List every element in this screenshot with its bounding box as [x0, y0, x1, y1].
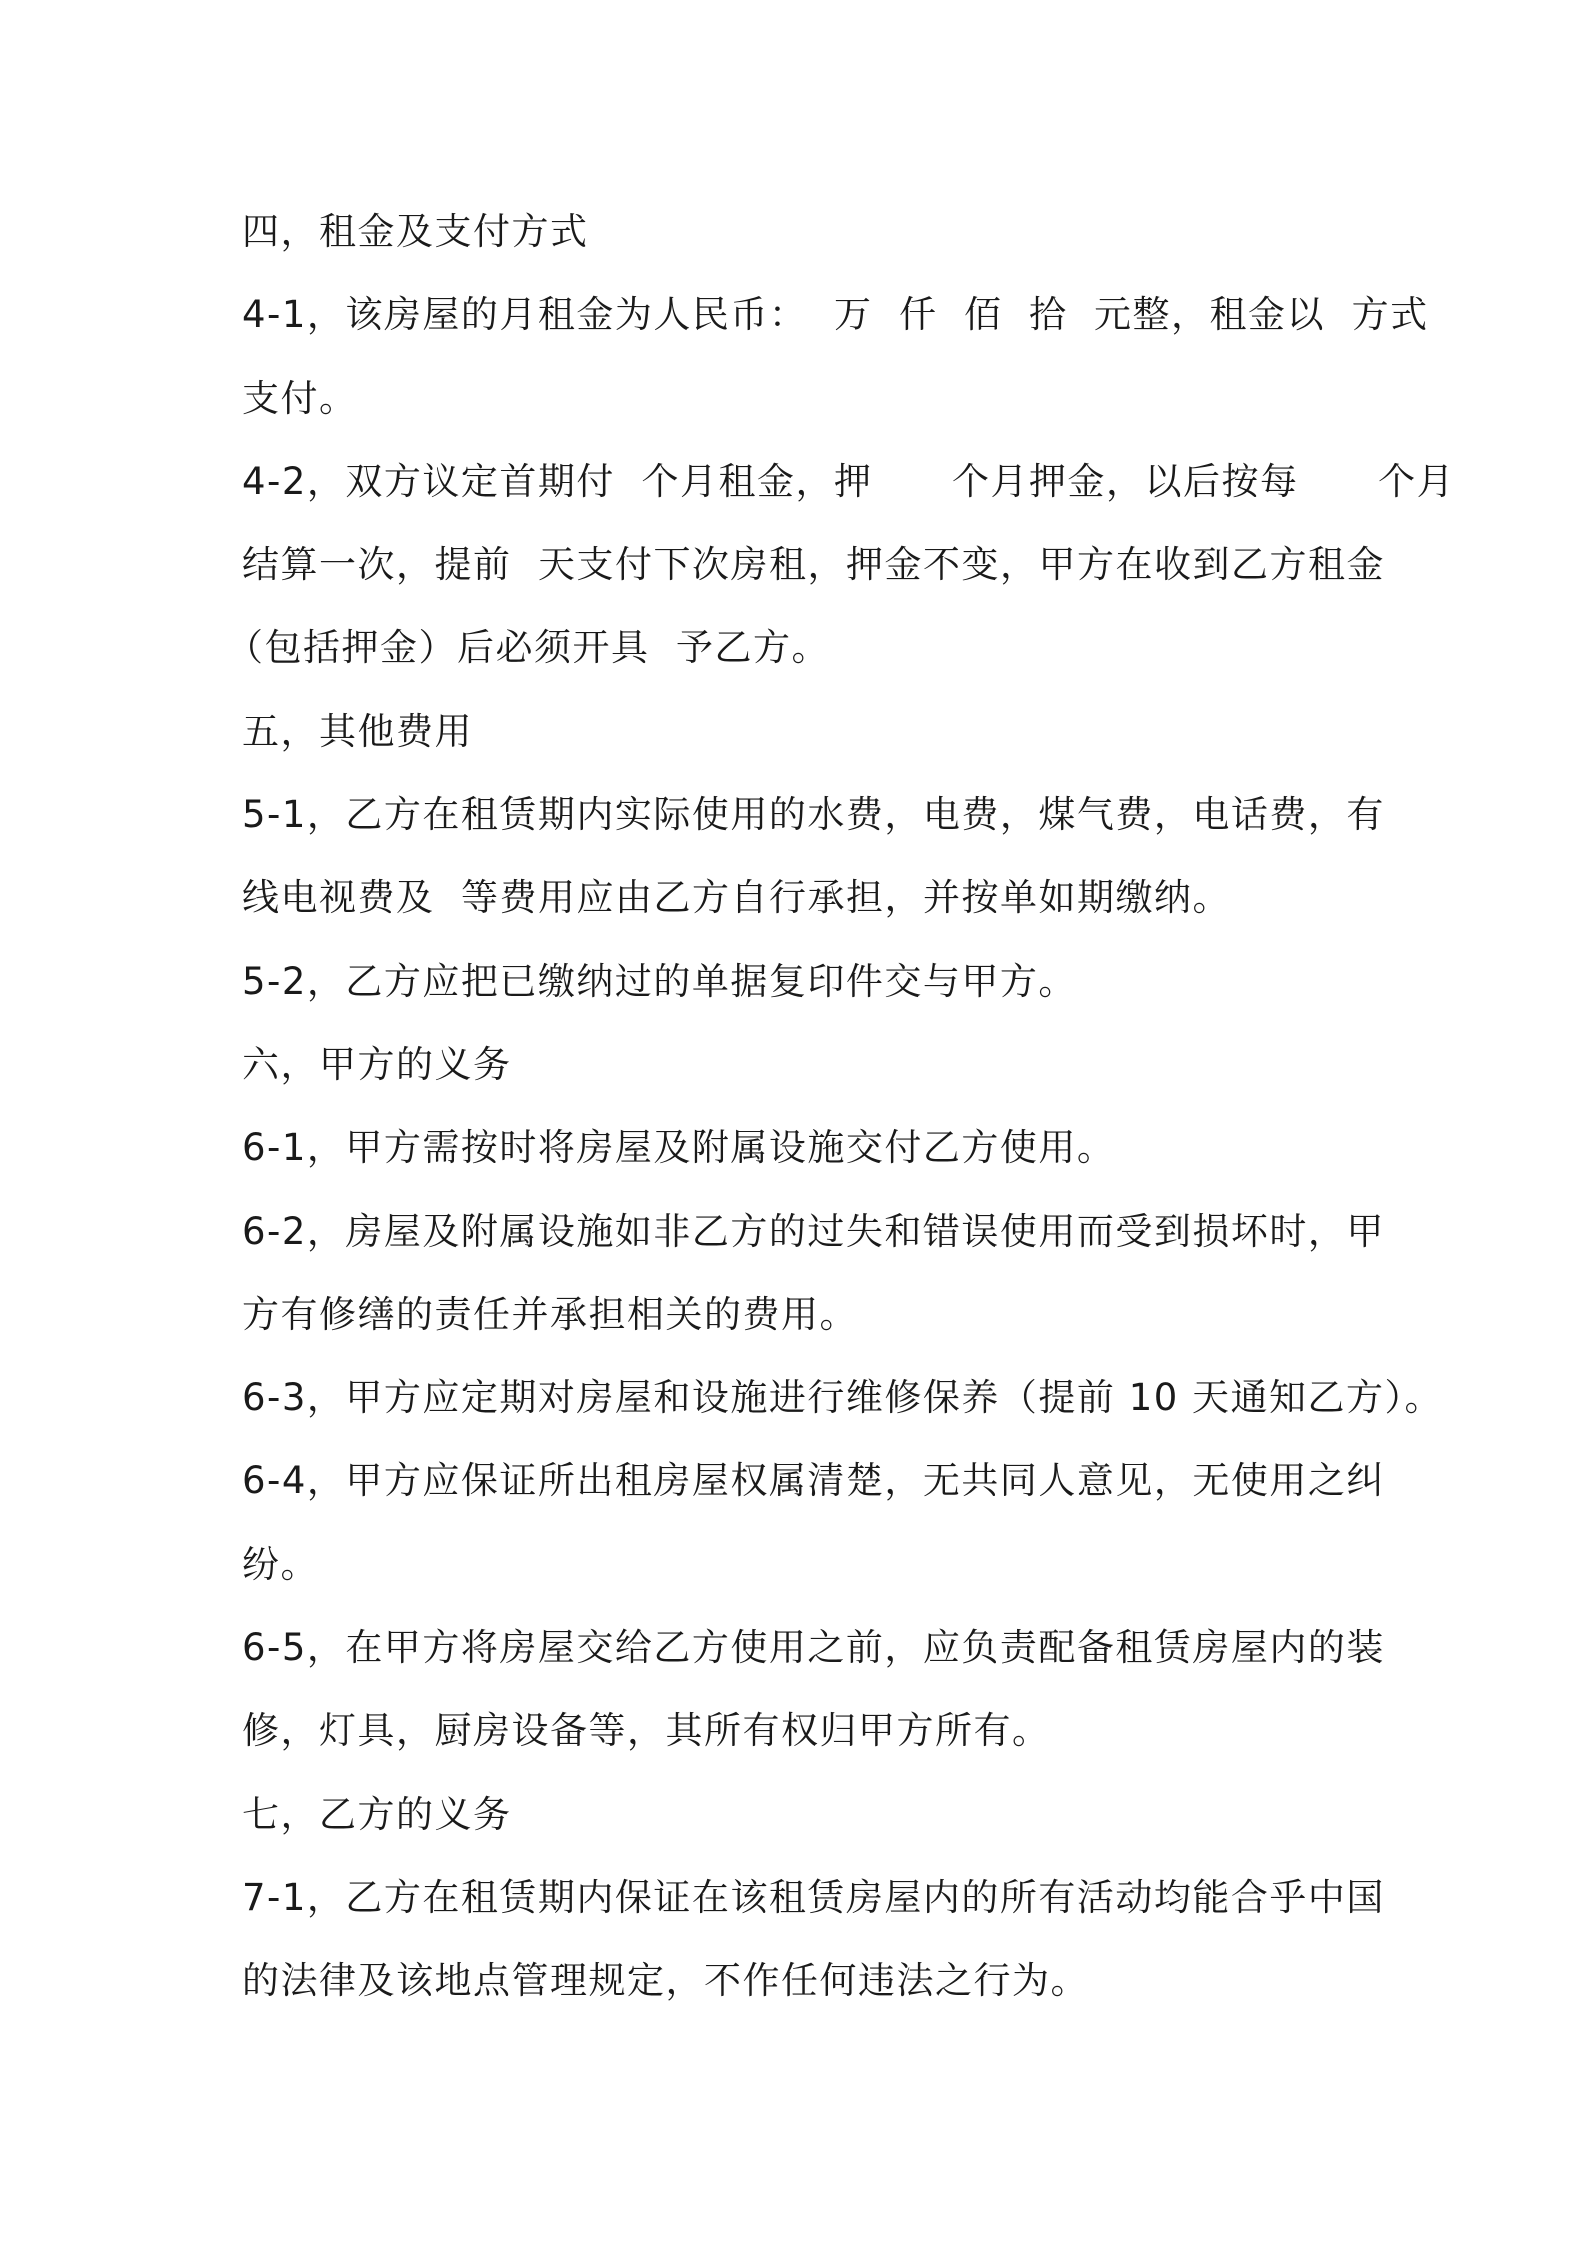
clause-5-2: 5-2，乙方应把已缴纳过的单据复印件交与甲方。 [242, 959, 1077, 1003]
clause-6-2-line-1: 6-2，房屋及附属设施如非乙方的过失和错误使用而受到损坏时，甲 [242, 1209, 1385, 1253]
section-heading-other-fees: 五，其他费用 [242, 709, 473, 753]
clause-6-1: 6-1，甲方需按时将房屋及附属设施交付乙方使用。 [242, 1126, 1116, 1170]
clause-7-1-line-1: 7-1，乙方在租赁期内保证在该租赁房屋内的所有活动均能合乎中国 [242, 1875, 1385, 1919]
clause-6-3: 6-3，甲方应定期对房屋和设施进行维修保养（提前 10 天通知乙方）。 [242, 1376, 1444, 1420]
section-heading-rent-payment: 四，租金及支付方式 [242, 210, 589, 253]
section-heading-party-a-obligations: 六，甲方的义务 [242, 1042, 512, 1086]
clause-7-1-line-2: 的法律及该地点管理规定，不作任何违法之行为。 [242, 1959, 1089, 2003]
clause-6-2-line-2: 方有修缮的责任并承担相关的费用。 [242, 1292, 858, 1336]
clause-4-2-line-2: 结算一次，提前 天支付下次房租，押金不变，甲方在收到乙方租金 [242, 543, 1386, 587]
clause-5-1-line-1: 5-1，乙方在租赁期内实际使用的水费，电费，煤气费，电话费，有 [242, 793, 1385, 837]
clause-4-1-line-2: 支付。 [242, 376, 358, 420]
clause-6-4-line-2: 纷。 [242, 1542, 319, 1586]
clause-5-1-line-2: 线电视费及 等费用应由乙方自行承担，并按单如期缴纳。 [242, 876, 1232, 920]
document-body [226, 190, 1456, 2023]
clause-6-4-line-1: 6-4，甲方应保证所出租房屋权属清楚，无共同人意见，无使用之纠 [242, 1459, 1385, 1503]
clause-4-2-line-1: 4-2，双方议定首期付 个月租金，押 个月押金，以后按每 个月 [242, 459, 1456, 503]
clause-6-5-line-1: 6-5，在甲方将房屋交给乙方使用之前，应负责配备租赁房屋内的装 [242, 1626, 1385, 1670]
clause-6-5-line-2: 修，灯具，厨房设备等，其所有权归甲方所有。 [242, 1709, 1051, 1753]
clause-4-1-line-1: 4-1，该房屋的月租金为人民币： 万 仟 佰 拾 元整，租金以 方式 [242, 293, 1429, 337]
section-heading-party-b-obligations: 七，乙方的义务 [242, 1792, 512, 1836]
clause-4-2-line-3: （包括押金）后必须开具 予乙方。 [226, 626, 831, 670]
